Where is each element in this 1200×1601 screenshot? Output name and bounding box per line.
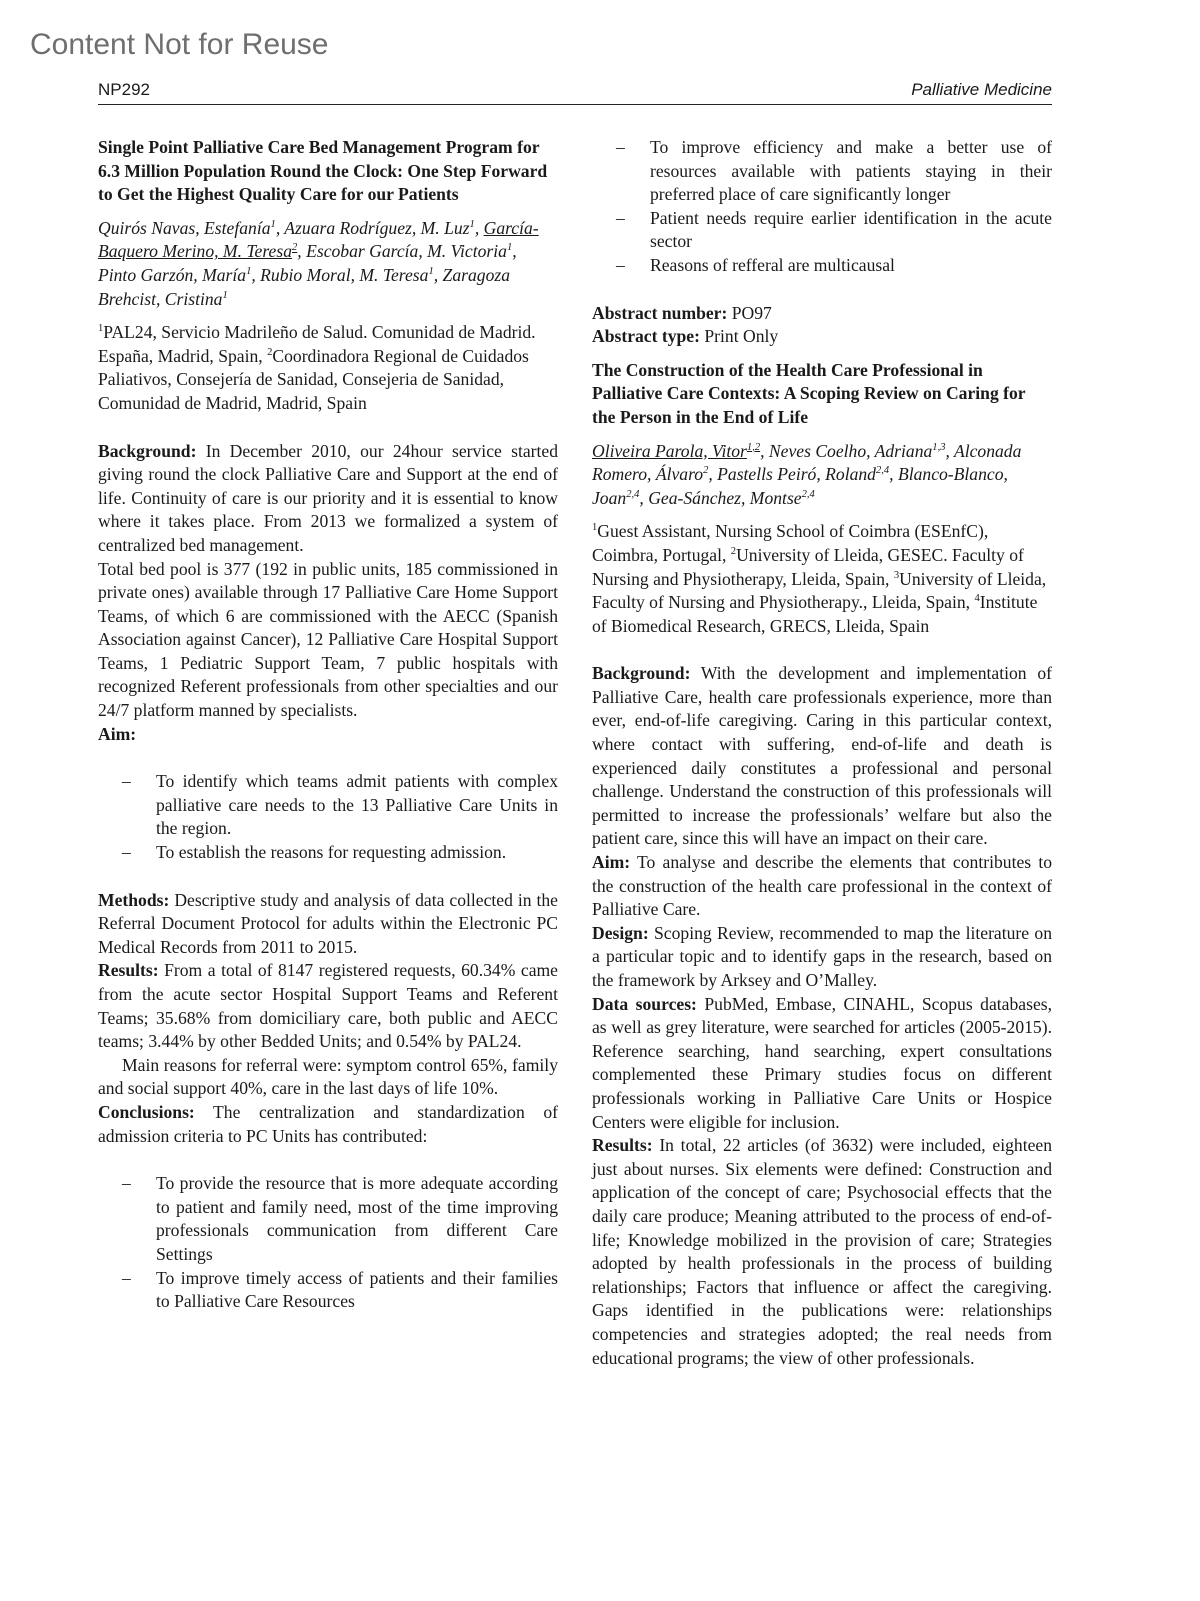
abstract-meta <box>592 302 1052 349</box>
list-item: – To establish the reasons for requesting admission. <box>98 841 558 865</box>
affiliations: $^1$Guest Assistant, Nursing School of Coimbra (ESEnfC), Coimbra, Portugal, $^2$University of Lleida, GESEC. Faculty of Nursing and Physiotherapy, Lleida, Spain, $^3$University of Lleida, Faculty of Nursing and Physiotherapy., Lleida, Spain, $^4$Institute of Biomedical Research, GRECS, Lleida, Spain <box>592 521 1047 636</box>
presenting-author: García-Baquero Merino, M. Teresa$^2$, <box>98 217 539 262</box>
aim-section: Aim: To analyse and describe the elements that contributes to the construction of the health care professional in the context of Palliative Care. <box>592 852 1052 920</box>
list-item: – To improve timely access of patients and their families to Palliative Care Resources <box>98 1267 558 1314</box>
list-item: – To identify which teams admit patients with complex palliative care needs to the 13 Palliative Care Units in the region. <box>98 770 558 841</box>
abstract-title: Single Point Palliative Care Bed Management Program for 6.3 Million Population Round the Clock: One Step Forward to Get the Highest Quality Care for our Patients <box>98 137 548 205</box>
aim-list <box>98 770 558 864</box>
list-item: – Reasons of refferal are multicausal <box>592 254 1052 278</box>
author: Alconada Romero, Álvaro$^2$, <box>592 440 1022 485</box>
author: Blanco-Blanco, Joan$^{2,4}$, <box>592 464 1008 508</box>
list-item: – To improve efficiency and make a better use of resources available with patients staying in their preferred place of care significantly longer <box>592 136 1052 207</box>
page-number: NP292 <box>98 80 150 99</box>
author: Rubio Moral, M. Teresa$^1$, <box>260 264 443 285</box>
presenting-author: Oliveira Parola, Vitor$^{1,2}$, <box>592 440 769 461</box>
watermark: Content Not for Reuse <box>30 28 329 61</box>
author: Pinto Garzón, María$^1$, <box>98 264 261 285</box>
author-list <box>98 217 558 311</box>
author: Escobar García, M. Victoria$^1$, <box>306 241 517 262</box>
background-section: Background: In December 2010, our 24hour service started giving round the clock Palliative Care and Support at the end of life. Continuity of care is our priority and it is essential to know where it takes place. From 2013 we formalized a system of centralized bed management. <box>98 440 558 555</box>
abstract-title: The Construction of the Health Care Professional in Palliative Care Contexts: A Scoping Review on Caring for the Person in the End of Life <box>592 359 1026 427</box>
data-sources-section: Data sources: PubMed, Embase, CINAHL, Scopus databases, as well as grey literature, were searched for articles (2005-2015). Reference searching, hand searching, expert consultations complemented these Primary studies focus on different professionals working in Palliative Care Units or Hospice Centers were eligible for inclusion. <box>592 993 1052 1132</box>
author: Neves Coelho, Adriana$^{1,3}$, <box>768 440 954 461</box>
results-section: Results: From a total of 8147 registered requests, 60.34% came from the acute sector Hospital Support Teams and Referent Teams; 35.68% from domiciliary care, both public and AECC teams; 3.44% by other Bedded Units; and 0.54% by PAL24. <box>98 960 558 1052</box>
methods-section: Methods: Descriptive study and analysis of data collected in the Referral Document Protocol for adults within the Electronic PC Medical Records from 2011 to 2015. <box>98 889 558 957</box>
right-column <box>592 136 1052 1370</box>
background-paragraph: Total bed pool is 377 (192 in public units, 185 commissioned in private ones) available through 17 Palliative Care Home Support Teams, of which 6 are commissioned with the AECC (Spanish Association against Cancer), 12 Palliative Care Hospital Support Teams, 1 Pediatric Support Team, 7 public hospitals with recognized Referent professionals from other specialties and our 24/7 platform manned by specialists. <box>98 558 558 721</box>
results-section: Results: In total, 22 articles (of 3632) were included, eighteen just about nurses. Six elements were defined: Construction and application of the concept of care; Psychosocial effects that the daily care produce; Meaning attributed to the process of end-of-life; Knowledge mobilized in the provision of care; Strategies adopted by health professionals in the process of building relationships; Factors that influence or affect the caregiving. Gaps identified in the publications were: relationships competencies and strategies adopted; the real needs from educational programs; the view of other professionals. <box>592 1135 1052 1368</box>
conclusions-list <box>98 1172 558 1314</box>
conclusions-list-continued <box>592 136 1052 278</box>
aim-heading: Aim: <box>98 723 137 744</box>
abstract-number: Abstract number: PO97 <box>592 302 772 323</box>
author: Gea-Sánchez, Montse$^{2,4}$ <box>648 487 815 508</box>
list-item: – To provide the resource that is more adequate according to patient and family need, most of the time improving professionals communication from different Care Settings <box>98 1172 558 1266</box>
author: Quirós Navas, Estefanía$^1$, <box>98 217 285 238</box>
list-item: – Patient needs require earlier identification in the acute sector <box>592 207 1052 254</box>
author-list <box>592 440 1052 511</box>
conclusions-section: Conclusions: The centralization and standardization of admission criteria to PC Units has contributed: <box>98 1101 558 1146</box>
author: Azuara Rodríguez, M. Luz$^1$, <box>284 217 484 238</box>
journal-name: Palliative Medicine <box>911 80 1052 99</box>
left-column <box>98 136 558 1338</box>
author: Zaragoza Brehcist, Cristina$^1$ <box>98 264 511 309</box>
design-section: Design: Scoping Review, recommended to map the literature on a particular topic and to identify gaps in the research, based on the framework by Arksey and O’Malley. <box>592 922 1052 990</box>
background-section: Background: With the development and implementation of Palliative Care, health care professionals experience, more than ever, end-of-life caregiving. Caring in this particular context, where contact with suffering, end-of-life and death is experienced daily constitutes a professional and personal challenge. Understand the construction of this professionals will permitted to increase the professionals’ welfare but also the patient care, since this will have an impact on their care. <box>592 663 1052 849</box>
abstract-type: Abstract type: Print Only <box>592 326 779 347</box>
affiliations: $^1$PAL24, Servicio Madrileño de Salud. Comunidad de Madrid. España, Madrid, Spain, $^2$Coordinadora Regional de Cuidados Paliativos, Consejería de Sanidad, Consejeria de Sanidad, Comunidad de Madrid, Madrid, Spain <box>98 322 536 413</box>
page-header <box>98 80 1052 105</box>
results-paragraph: Main reasons for referral were: symptom control 65%, family and social support 40%, care in the last days of life 10%. <box>98 1054 558 1099</box>
author: Pastells Peiró, Roland$^{2,4}$, <box>717 464 898 485</box>
